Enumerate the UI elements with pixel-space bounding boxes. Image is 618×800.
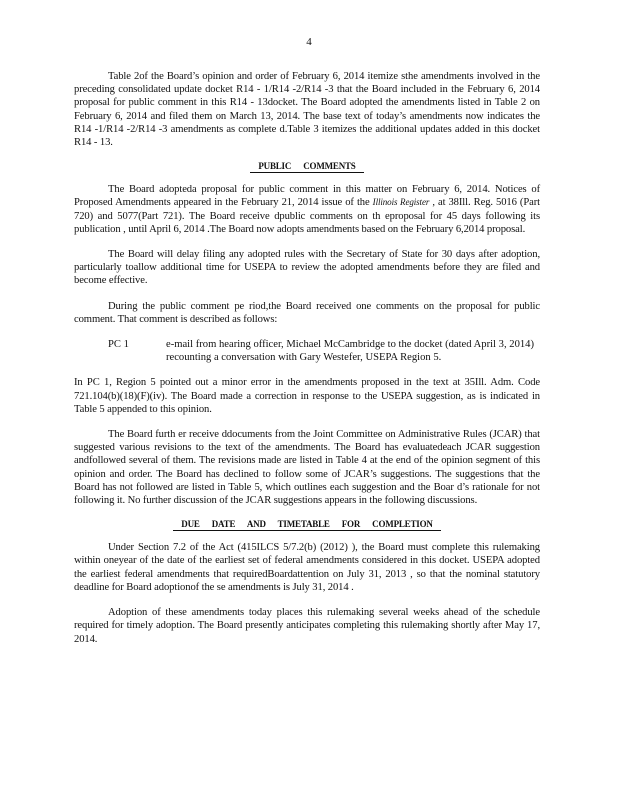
public-comment-label: PC 1 — [108, 339, 129, 351]
paragraph-comment-period: During the public comment pe riod,the Board received one comments on the proposal for public comment. That comment is described as follows: — [74, 300, 540, 325]
paragraph-adoption: Adoption of these amendments today places this rulemaking several weeks ahead of the schedule required for timely adoption. The Board presently anticipates completing this rulemaking shortly after May 17, 2014. — [74, 607, 540, 645]
paragraph-section-7-2: Under Section 7.2 of the Act (415ILCS 5/7.2(b) (2012) ), the Board must complete this rulemaking within oneyear of the date of the earliest set of federal amendments considered in this docket. USEPA adopted the earliest federal amendments that requiredBoardattention on July 31, 2013 , so that the nominal statutory deadline for Board adoptionof the se amendments is July 31, 2014 . — [74, 542, 540, 593]
page-number: 4 — [306, 36, 312, 48]
paragraph-table-2: Table 2of the Board’s opinion and order of February 6, 2014 itemize sthe amendments involved in the preceding consolidated update docket R14 - 1/R14 -2/R14 -3 that the Board included in the February 6, 2014 proposal for public comment in this R14 - 13docket. The Board adopted the amendments listed in Table 2 on February 6, 2014 and filed them on March 13, 2014. The base text of today’s amendments now indicates the R14 -1/R14 -2/R14 -3 amendments as complete d.Table 3 itemizes the additional updates added in this docket R14 - 13. — [74, 71, 540, 149]
paragraph-proposal-part1: The Board adopteda proposal for public comment in this matter on February 6, 2014. Notices of Proposed Amendments appeared in the February 21, 2014 issue of the — [74, 184, 540, 209]
public-comment-description: e-mail from hearing officer, Michael McCambridge to the docket (dated April 3, 2014) recounting a conversation with Gary Westefer, USEPA Region 5. — [166, 339, 534, 364]
paragraph-proposal — [74, 183, 540, 236]
page-content — [74, 70, 540, 658]
heading-public-comments-text: PUBLIC COMMENTS — [250, 161, 363, 173]
paragraph-jcar: The Board furth er receive ddocuments from the Joint Committee on Administrative Rules (JCAR) that suggested various revisions to the text of the amendments. The Board has evaluatedeach JCAR suggestion andfollowed several of them. The revisions made are listed in Table 4 at the end of the opinion segment of this opinion and order. The Board has declined to follow some of JCAR’s suggestions. The suggestions that the Board has not followed are listed in Table 5, which outlines each suggestion and the Boar d’s rationale for not following it. No further discussion of the JCAR suggestions appears in the following discussions. — [74, 429, 540, 507]
illinois-register-citation: Illinois Register — [372, 197, 430, 208]
heading-public-comments — [74, 161, 540, 171]
paragraph-proposal-part2: , at 38Ill. Reg. 5016 (Part 720) and 5077(Part 721). The Board receive dpublic comments on th eproposal for 45 days following its publication , until April 6, 2014 .The Board now adopts amendments based on the February 6,2014 proposal. — [74, 197, 540, 235]
public-comment-item — [74, 338, 540, 364]
heading-due-date-text: DUE DATE AND TIMETABLE FOR COMPLETION — [173, 519, 440, 531]
heading-due-date — [74, 519, 540, 529]
paragraph-region-5: In PC 1, Region 5 pointed out a minor error in the amendments proposed in the text at 35Ill. Adm. Code 721.104(b)(18)(F)(iv). The Board made a correction in response to the USEPA suggestion, as is indicated in Table 5 appended to this opinion. — [74, 377, 540, 415]
paragraph-delay-filing: The Board will delay filing any adopted rules with the Secretary of State for 30 days after adoption, particularly toallow additional time for USEPA to review the adopted amendments before they are filed and become effective. — [74, 249, 540, 287]
